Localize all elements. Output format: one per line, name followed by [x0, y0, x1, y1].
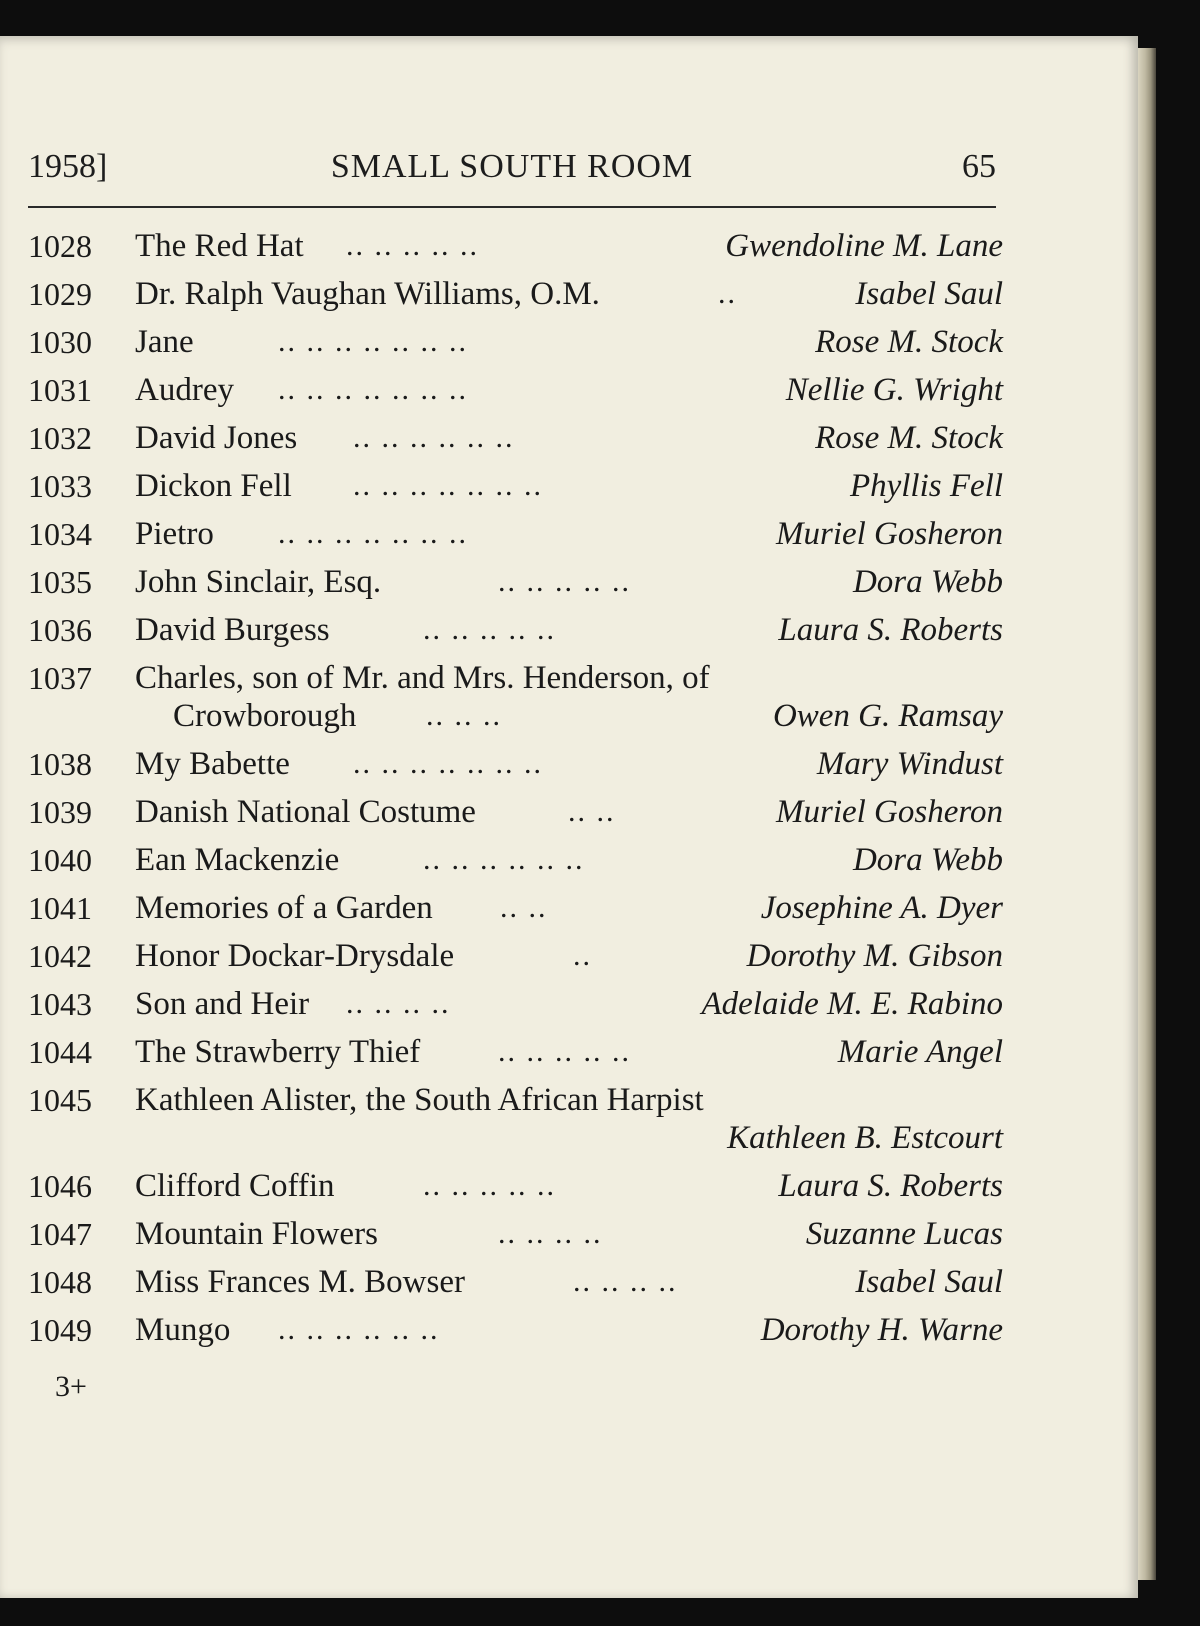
entry-number: 1045	[28, 1082, 92, 1118]
entry-artist: Mary Windust	[816, 746, 1003, 782]
header-year: 1958]	[28, 148, 108, 185]
entry-number: 1035	[28, 564, 92, 600]
entry-number: 1048	[28, 1264, 92, 1300]
leader-dots: .. .. .. ..	[346, 987, 451, 1020]
entry-title: Miss Frances M. Bowser	[135, 1264, 465, 1300]
leader-dots: ..	[573, 939, 592, 972]
entry-artist: Dorothy M. Gibson	[746, 938, 1003, 974]
leader-dots: .. .. .. ..	[498, 1217, 603, 1250]
leader-dots: .. .. .. .. .. .. ..	[278, 373, 468, 406]
page-edge	[1138, 48, 1156, 1580]
leader-dots: .. .. .. .. .. .. ..	[353, 469, 543, 502]
entry-number: 1032	[28, 420, 92, 456]
header-rule	[28, 206, 996, 208]
leader-dots: .. .. .. .. ..	[423, 1169, 556, 1202]
catalogue-entry	[28, 270, 1003, 318]
entry-artist: Owen G. Ramsay	[772, 698, 1003, 734]
catalogue-entry	[28, 366, 1003, 414]
running-header	[28, 148, 996, 192]
entry-number: 1042	[28, 938, 92, 974]
entry-number: 1028	[28, 228, 92, 264]
entry-artist: Rose M. Stock	[815, 420, 1003, 456]
entry-title-continued: Crowborough	[173, 698, 357, 734]
entry-artist: Laura S. Roberts	[778, 612, 1003, 648]
entry-number: 1030	[28, 324, 92, 360]
entry-artist: Rose M. Stock	[815, 324, 1003, 360]
catalogue-entry	[28, 740, 1003, 788]
entry-number: 1041	[28, 890, 92, 926]
entry-title: Dickon Fell	[135, 468, 292, 504]
catalogue-entry	[28, 558, 1003, 606]
leader-dots: .. ..	[500, 891, 548, 924]
catalogue-entry	[28, 1306, 1003, 1354]
entry-title: The Red Hat	[135, 228, 304, 264]
catalogue-entry	[28, 1210, 1003, 1258]
leader-dots: .. .. .. .. ..	[423, 613, 556, 646]
leader-dots: .. .. .. .. ..	[346, 229, 479, 262]
leader-dots: .. .. .. .. .. ..	[423, 843, 585, 876]
leader-dots: .. .. .. .. .. .. ..	[278, 517, 468, 550]
entry-title: Dr. Ralph Vaughan Williams, O.M.	[135, 276, 600, 312]
entry-artist: Dora Webb	[852, 842, 1003, 878]
entry-title: David Burgess	[135, 612, 330, 648]
catalogue-entry	[28, 510, 1003, 558]
entry-title: Charles, son of Mr. and Mrs. Henderson, of	[135, 660, 710, 696]
leader-dots: .. .. ..	[426, 699, 502, 732]
entry-title: Danish National Costume	[135, 794, 476, 830]
leader-dots: .. .. .. .. .. ..	[278, 1313, 440, 1346]
catalogue-entry	[28, 318, 1003, 366]
entry-title: Son and Heir	[135, 986, 310, 1022]
entry-title: Honor Dockar-Drysdale	[135, 938, 455, 974]
header-title: SMALL SOUTH ROOM	[330, 148, 694, 185]
page-number: 65	[962, 148, 996, 185]
entry-number: 1040	[28, 842, 92, 878]
leader-dots: .. .. .. ..	[573, 1265, 678, 1298]
catalogue-entry	[28, 462, 1003, 510]
leader-dots: .. .. .. .. ..	[498, 565, 631, 598]
entry-number: 1033	[28, 468, 92, 504]
entry-number: 1047	[28, 1216, 92, 1252]
entry-artist: Muriel Gosheron	[775, 516, 1003, 552]
leader-dots: .. ..	[568, 795, 616, 828]
entry-title: Memories of a Garden	[135, 890, 433, 926]
catalogue-entry	[28, 884, 1003, 932]
catalogue-entry	[28, 836, 1003, 884]
catalogue-entry	[28, 980, 1003, 1028]
entry-title: Jane	[135, 324, 194, 360]
entry-artist: Isabel Saul	[855, 1264, 1003, 1300]
entry-artist: Gwendoline M. Lane	[725, 228, 1003, 264]
catalogue-entry	[28, 606, 1003, 654]
catalogue-entry	[28, 654, 1003, 740]
leader-dots: .. .. .. .. .. .. ..	[278, 325, 468, 358]
entry-title: Kathleen Alister, the South African Harpist	[135, 1082, 704, 1118]
signature-mark: 3+	[55, 1370, 87, 1403]
entry-artist: Muriel Gosheron	[775, 794, 1003, 830]
catalogue-entry	[28, 222, 1003, 270]
leader-dots: ..	[718, 277, 737, 310]
catalogue-entry	[28, 1258, 1003, 1306]
catalogue-list	[28, 222, 1003, 1354]
entry-artist: Suzanne Lucas	[805, 1216, 1003, 1252]
entry-number: 1044	[28, 1034, 92, 1070]
entry-number: 1049	[28, 1312, 92, 1348]
catalogue-entry	[28, 788, 1003, 836]
entry-number: 1031	[28, 372, 92, 408]
catalogue-entry	[28, 414, 1003, 462]
entry-artist: Phyllis Fell	[849, 468, 1003, 504]
leader-dots: .. .. .. .. ..	[498, 1035, 631, 1068]
entry-title: Audrey	[135, 372, 234, 408]
entry-artist: Marie Angel	[837, 1034, 1003, 1070]
entry-title: Mountain Flowers	[135, 1216, 378, 1252]
entry-artist: Josephine A. Dyer	[760, 890, 1003, 926]
entry-number: 1029	[28, 276, 92, 312]
entry-artist: Laura S. Roberts	[778, 1168, 1003, 1204]
entry-artist: Dora Webb	[852, 564, 1003, 600]
entry-artist: Kathleen B. Estcourt	[727, 1120, 1003, 1156]
entry-title: Clifford Coffin	[135, 1168, 335, 1204]
entry-artist: Isabel Saul	[855, 276, 1003, 312]
entry-artist: Nellie G. Wright	[785, 372, 1003, 408]
catalogue-entry	[28, 1162, 1003, 1210]
entry-number: 1039	[28, 794, 92, 830]
entry-title: John Sinclair, Esq.	[135, 564, 382, 600]
entry-title: The Strawberry Thief	[135, 1034, 421, 1070]
entry-number: 1038	[28, 746, 92, 782]
entry-number: 1036	[28, 612, 92, 648]
entry-artist: Adelaide M. E. Rabino	[701, 986, 1003, 1022]
entry-artist: Dorothy H. Warne	[760, 1312, 1003, 1348]
catalogue-entry	[28, 932, 1003, 980]
leader-dots: .. .. .. .. .. .. ..	[353, 747, 543, 780]
entry-number: 1037	[28, 660, 92, 696]
entry-title: Pietro	[135, 516, 214, 552]
catalogue-entry	[28, 1076, 1003, 1162]
entry-number: 1043	[28, 986, 92, 1022]
leader-dots: .. .. .. .. .. ..	[353, 421, 515, 454]
entry-number: 1034	[28, 516, 92, 552]
catalogue-entry	[28, 1028, 1003, 1076]
entry-number: 1046	[28, 1168, 92, 1204]
entry-title: My Babette	[135, 746, 290, 782]
entry-title: David Jones	[135, 420, 298, 456]
entry-title: Ean Mackenzie	[135, 842, 340, 878]
entry-title: Mungo	[135, 1312, 231, 1348]
